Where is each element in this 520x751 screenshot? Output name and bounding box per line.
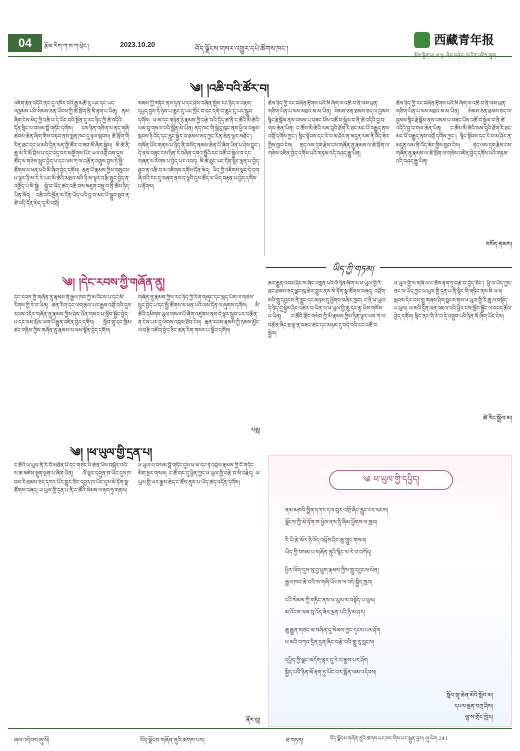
section-name: རྩོམ་རིག་ཀ་ཁ་ཀ་ཕྲེང་། <box>44 43 90 50</box>
footer-left: ཞལ་འདེབས་ཞུ་སོ། <box>14 738 50 744</box>
newspaper-editors <box>414 50 496 64</box>
header-tibetan-title: བོད་ལྗོངས་གསར་འགྱུར་དཔེ་ཚོགས་ཁང་། <box>195 45 289 53</box>
poem-line: མ་འོངས་ལམ་བུ་འོད་ཟེར་ལྡན་པའི་ཉི་མ་ཤར། <box>285 610 365 616</box>
article-4-column-1: ང་ཚོའི་ཕ་ཡུལ་ནི་རི་བོ་མཐོན་པོ་དང་གཙང་པོ་ཆེན་པོས་བསྐོར་བའི་ས་ཆ་མཛེས་སྡུག་ལྡན་པ་ཞིག་ཡིན། ལོ་ལྟར་དགུན་ཁ་ཡོང་དུས་ཁ་བས་རི་ཐམས་ཅད་དཀར་པོར་གྱུར་ཅིང་དབྱར་ཁ་ཡོང་དུས་མེ་ཏོག་སྣ་ཚོགས་བཞད། ཕ་ཡུལ་གྱི་དྲན་པ་ནི་ང་ཚོའི་སེམས་ལ་རྟག་ཏུ་གནས། <box>14 463 132 495</box>
poem-line: ནམ་མཁའི་སྤྲིན་དཀར་དལ་བུར་འགྲོ་ཞིང་རླུང་ངར་ལངས། <box>285 508 388 514</box>
article-2-column-2: ཕ་ཡུལ་གྱི་ས་གཞི་ལ་ང་ཚོས་རྟག་ཏུ་བརྩེ་བ་བྱེད་ཅིང་། ཕྱི་ལ་ཡོད་ཀྱང་ནང་ལ་ཡོད་ཀྱང་ཕ་ཡུལ་གྱི་དྲན་པ་ནི་སྙིང་གི་གཏིང་ནས་མི་ཡལ། སྐབས་དེར་ངས་གླུ་གཞས་ཤིག་བླངས་ནས་ཕ་ཡུལ་གྱི་རི་ཆུ་ལ་བསྟོད་པ་ཕུལ། ཕ་མའི་དྲིན་ལན་འཇལ་བའི་ཕྱིར་ངས་སློབ་སྦྱོང་ལ་འབད་རྩོལ་བྱེད་དགོས། སྙིང་ནང་གི་རེ་བ་དེ་འགྲུབ་པའི་ཉིན་མོ་ཞིག་ཡོང་ངེས། <box>394 281 512 321</box>
article-4-title: ༄། །ཕ་ཡུལ་གྱི་དྲན་པ། <box>70 446 153 459</box>
poem-line: ཕ་མའི་བཀའ་དྲིན་དྲན་ཞིང་བརྩེ་བའི་གླུ་རུ་བླངས། <box>285 640 375 646</box>
page-number: 04 <box>8 34 42 52</box>
article-1-author: བསོད་ནམས། <box>485 241 512 248</box>
article-3-column-1: དེང་རབས་ཀྱི་གཞོན་ནུ་རྣམས་ནི་རྒྱལ་ཁབ་ཀྱི་མ་འོངས་པ་དང་མི་རིགས་ཀྱི་རེ་བ་ཡིན། ཚན་རིག་དང་ལག་རྩལ་ཡར་རྒྱས་འགྲོ་བའི་དུས་རབས་འདིར་གཞོན་ནུ་རྣམས་ཀྱིས་ཤེས་ཡོན་གསར་པ་སློབ་སྦྱོང་བྱེད་པ་དང་ལམ་སྲོལ་ཡག་པོ་རྒྱུན་འཛིན་བྱེད་དགོས། སློབ་གྲྭ་དང་ཁྱིམ་ཚང་གཉིས་ཀྱིས་གཞོན་ནུ་རྣམས་ལ་ལམ་སྟོན་བྱེད་དགོས། <box>14 295 132 335</box>
poem-line: ཕྱིར་ལོག་དུས་སུ་བྱ་ཕྲུག་རྣམས་ཀྱིས་གླུ་དབྱངས་ལེན། <box>285 568 379 574</box>
poem-credit-location: ལྷ་ས་གྲོང་ཁྱེར། <box>465 715 493 721</box>
poem-line: སྐྱིད་པའི་ཉིན་མོ་རྟག་ཏུ་ཡོང་བར་སྨོན་ལམ་འདེབས། <box>285 670 377 676</box>
newspaper-logo-icon <box>414 32 430 48</box>
poem-line: རི་ཡི་རྩེ་མོར་ཉི་འོད་འཕྲོས་ཤིང་ཆུ་ཀླུང་གསལ། <box>285 538 367 544</box>
article-3-author: པདྨ། <box>251 427 260 434</box>
newspaper-logo-text: 西藏青年报 <box>434 33 495 47</box>
article-3-column-2: གཞོན་ནུ་རྣམས་ཀྱིས་རང་ཉིད་ཀྱི་རིག་གཞུང་དང་སྐད་ཡིག་ལ་གཅེས་སྲུང་བྱེད་པ་དང་སྤྱི་ཚོགས་ལ་ཕན་པའི་ལས་དོན་ལ་ཞུགས་དགོས། མི་ཚེའི་དམིགས་ཡུལ་གསལ་པོ་ཞིག་འཛུགས་ནས་དེ་ལྟར་སྒྲུབ་པར་བརྩོན་ན་ངེས་པར་དུ་ལེགས་འབྲས་ཐོབ་ངེས། རྒན་རབས་རྣམས་ཀྱི་ཉམས་མྱོང་ལ་བརྩི་འཇོག་བྱེད་ཅིང་ཚན་རིག་གསར་པ་སློབ་དགོས། <box>138 295 260 335</box>
page-header <box>0 0 520 58</box>
footer-rule <box>8 728 512 729</box>
banner-rule <box>266 267 512 268</box>
article-1-title: ༄། །འཆི་བའི་ཚོར་བ། <box>190 82 270 95</box>
header-rule <box>8 56 512 57</box>
poem-title: ༄ ཕ་ཡུལ་གྱི་དཔྱིད། <box>329 470 453 490</box>
poem-line: ཡིད་ཀྱི་བསམ་པ་གཞོན་ནུའི་སྙིང་ལ་རེ་བ་བཀོད། <box>285 550 372 556</box>
article-1-column-4: ཆོས་ཉིད་ཀྱི་རང་བཞིན་རྟོགས་པའི་མི་ཞིག་ལ་འཆི་བ་ནི་ལམ་ཕྲན་གཅིག་ཡིན་པ་ལས་མཐའ་མ་མ་ཡིན། སེམས་ཅན་ཐམས་ཅད་ལ་བྱམས་སྙིང་རྗེ་སྒོམ་ནས་བསམ་པ་བཟང་པོས་འཚོ་བ་སྐྱེལ་བ་ནི་ཚེ་འདིའི་བྱ་བ་གལ་ཆེན་ཡིན། ང་ཚོས་མི་ཚེའི་ལམ་བུའི་ཐོག་རི་ཐང་མང་པོ་བརྒྱུད་ནས་འགྲོ་དགོས་ཀྱང་། སྙིང་སྟོབས་དང་རེ་བ་མ་ཤོར་ན་མདུན་ལམ་ནི་འོད་ཟེར་གྱིས་ཁྱབ་ངེས། ནད་ལས་དྲག་རྗེས་ངས་གཞོན་ནུ་རྣམས་ལ་ཚེ་སྲོག་ལ་གཅེས་འཛིན་བྱེད་དགོས་པའི་གཏམ་འདི་བཤད་རྒྱུ་ཡིན། <box>396 101 512 166</box>
article-1-column-1: འཇིག་རྟེན་འདིའི་ནང་དུ་འཁོར་བའི་རྒྱ་མཚོ་རུ་ཡང་དང་ཡང་འཁྱམས་པའི་སེམས་ཅན་ཡོངས་ཀྱི་ཚེ་སྲོག་ནི་མི་རྟག་པ་ཡིན། ནམ་ཞིག་ངེས་མེད་ཀྱི་འཆི་བ་དེ་ཡོང་བའི་སྔོན་དུ་རང་ཉིད་ཀྱི་ཚེ་འདིའི་དོན་སྙིང་ལ་བསམ་བློ་གཏོང་དགོས། ངས་ཉིན་གཅིག་ལ་ནད་གཞི་ཚབས་ཆེན་ཞིག་གིས་བཏབ་ནས་སྨན་ཁང་དུ་ཉལ་སྐབས། ཚེ་སྲོག་གི་རིན་ཐང་དང་ཕ་མའི་དྲིན་ལན་གྱི་ཚོར་བ་ཟབ་མོ་ཞིག་སྐྱེས། མི་ཚེ་ནི་ཆུ་ལ་རི་མོ་བྲིས་པ་དང་འདྲ་བར་མགྱོགས་པོར་ཡལ་འགྲོ་བས་དུས་ཚོད་ལ་གཅེས་སྲུང་བྱེད་པ་དང་ལས་ཀ་ལ་བརྩོན་འགྲུས་བྱས་ཏེ་སྤྱི་ཚོགས་ལ་ཕན་པའི་མི་ཞིག་བྱེད་དགོས། རྒན་པོ་རྣམས་ཀྱིས་གསུངས་པ་ལྟར་ཉི་མ་རེ་རེ་ཡང་མི་ཚེའི་མཐའ་མའི་ཉི་མ་ལྟར་བརྩི་སྲུང་བྱེད་ན་འགྱོད་པ་མི་སྐྱེ། སྐྱེ་བ་ཡོད་ཚད་འཆི་བས་མཇུག་བསྡུ་བ་ནི་ཆོས་ཉིད་ཡིན་མོད། འཆི་བའི་སྔོན་ལ་དོན་ཡོད་པའི་བྱ་བ་མང་པོ་སྒྲུབ་ཐུབ་ན་ཚེ་འདི་དོན་མེད་དུ་མི་འགྲོ། <box>14 101 130 208</box>
poem-credit-author: དཔལ་ལྡན་བཀྲ་ཤིས། <box>454 704 493 710</box>
issue-date: 2023.10.20 <box>120 42 156 49</box>
article-2-title: ཡིད་ཀྱི་གཏམ། <box>326 260 380 285</box>
poem-line: ཆུ་རྒྱུན་གཙང་མ་བཞིན་དུ་སེམས་ཀྱང་དྭངས་པར་ཤོག <box>285 628 381 634</box>
article-2-column-1: ཆར་རྒྱུན་བབས་ཤིང་ས་ཞིང་བརླན་པའི་ལོ་ཉིན་ཞིག་ལ་ཕ་ཡུལ་གྱི་རི་ཐང་ཐམས་ཅད་ལྗང་ཁུ་ཆེར་གྱུར་ནས་མེ་ཏོག་སྣ་ཚོགས་བཞད། འབྲོག་མའི་གླུ་དབྱངས་ནི་རླུང་དང་མཉམ་དུ་ཕྱོགས་བཞིར་ཁྱབ། ང་ནི་ཕ་ཡུལ་དེ་ཉིད་དུ་སྐྱེས་ཤིང་འཚར་བ་ཡིན་ལ་ཕ་ཡུལ་གྱི་ཆུ་དང་རྩྭ་ཡིས་གསོས་པ་ཡིན། ང་ཚོའི་གྲོང་གསེབ་ཀྱི་མི་རྣམས་ཀྱིས་ཉིན་ལྟར་ལས་ཀ་ལ་བརྩོན་ཞིང་ཐ་ལྟ་ན་བཟའ་ཚང་དང་མཉམ་དུ་བདེ་བའི་ངང་འཚོ་བ་སྐྱེལ། <box>268 281 386 338</box>
article-3-title: ༄། །དེང་རབས་ཀྱི་གཞོན་ནུ། <box>62 276 165 289</box>
column-divider <box>264 96 265 256</box>
poem-line: ངའི་སེམས་ཀྱི་གཏིང་ནས་ཕ་ཡུལ་ལ་བསྟོད་པ་ཕུལ། <box>285 598 375 604</box>
poem-line: ལྗོངས་ཀྱི་མེ་ཏོག་ཁ་ཕྱེས་ནས་དྲི་ཞིམ་ཕྱོགས་ལ་ཁྱབ། <box>285 520 378 526</box>
footer-right: བོད་ལྗོངས་གཞོན་ནུའི་ཚགས་པར་ཁང་གིས་པར་སྐྲུན་བྱས། ཞུ་ཡིག 241 <box>330 736 449 742</box>
poem-credit-affiliation: སློབ་གྲྭ་ཆེན་མོའི་སློབ་མ། <box>446 693 493 699</box>
article-4-column-2: ཕ་ཡུལ་ལ་བསམ་བློ་གཏོང་དུས་ཕ་མ་དང་ཉེ་འབྲེལ་རྣམས་ཀྱི་ངོ་གདོང་མིག་སྔར་གསལ། ང་ཚོ་གང་དུ་ཕྱིན་ཀྱང་ཕ་ཡུལ་གྱི་བརྩེ་བ་མི་བརྗེད། ཕ་ཡུལ་གྱི་ཡར་རྒྱས་ཆེད་ང་ཚོས་ནུས་པ་ཡོད་ཚད་འདོན་དགོས། <box>138 463 260 486</box>
footer-center-2: ཐ་གཏན། <box>286 738 304 744</box>
poem-line: དཔྱིད་ཀྱི་ལྗང་མདོག་ལྟར་དུ་རེ་བ་རྒྱས་པར་ཤོག <box>285 658 368 664</box>
article-2-banner <box>266 260 512 274</box>
poem-line: རྒྱལ་ཁབ་ཆེ་བའི་ས་གཞི་ཡོངས་ལ་བདེ་སྐྱིད་ཁྱབ། <box>285 580 373 586</box>
article-2-author: ཚེ་རིང་སྒྲོལ་མ། <box>482 415 512 422</box>
poem-box <box>268 455 512 727</box>
article-4-author: ནོར་བུ། <box>245 717 260 724</box>
article-1-column-2: སེམས་ཀྱི་གཏིང་ནས་དྲན་པ་དང་ཤེས་བཞིན་གྱིས་རང་ཉིད་ལ་བརྟག་དཔྱད་བྱས་ཏེ་ཉེས་པ་ཆུང་ངུ་ཡང་སྤོང་བ་དང་དགེ་བ་ཆུང་ངུ་ཡང་སྒྲུབ་དགོས། ཕ་མ་དང་གཉེན་ཉེ་རྣམས་ཀྱི་བརྩེ་བའི་དྲོད་ཚ་ནི་ང་ཚོའི་མི་ཚེའི་ལམ་བུ་གསལ་བའི་སྒྲོན་མེ་ཡིན། ནད་ཁང་གི་སྒེའུ་ཁུང་ནས་ཕྱི་ལ་བལྟས་སྐབས་ཉི་འོད་དང་རླུང་སྐྱེར་བ་ཐམས་ཅད་ཀྱང་རིན་ཆེན་ལྟར་མཐོང་། གསོན་པོར་གནས་པ་ཉིད་ནི་བསོད་ནམས་ཆེན་པོ་ཞིག་ཡིན་པ་ཤེས་བྱུང་། དེ་ནས་བཟུང་ངས་ཉིན་རེ་བཞིན་དགའ་སྤྲོའི་ངང་འཚོ་བ་སྐྱེལ་བ་དང་གཞན་ལ་རོགས་པ་བྱེད་པར་འབད། མི་ཚེ་ཐུང་ཡང་དོན་སྙིང་ལྡན་པ་བྱེད་ཐུབ་ན་འཆི་བ་ལ་འཇིགས་དགོས་དོན་མེད། ཡིད་ཀྱི་འཇིགས་སྣང་དེ་དག་ཞི་བའི་ངང་དུ་བཞག་ནས་ད་ལྟའི་དུས་ཚོད་ལ་ཡིད་བརྟན་པ་བྱེད་དགོས་པ་རྟོགས། <box>138 101 260 191</box>
article-1-column-3: ཆོས་ཉིད་ཀྱི་རང་བཞིན་རྟོགས་པའི་མི་ཞིག་ལ་འཆི་བ་ནི་ལམ་ཕྲན་གཅིག་ཡིན་པ་ལས་མཐའ་མ་མ་ཡིན། སེམས་ཅན་ཐམས་ཅད་ལ་བྱམས་སྙིང་རྗེ་སྒོམ་ནས་བསམ་པ་བཟང་པོས་འཚོ་བ་སྐྱེལ་བ་ནི་ཚེ་འདིའི་བྱ་བ་གལ་ཆེན་ཡིན། ང་ཚོས་མི་ཚེའི་ལམ་བུའི་ཐོག་རི་ཐང་མང་པོ་བརྒྱུད་ནས་འགྲོ་དགོས་ཀྱང་། སྙིང་སྟོབས་དང་རེ་བ་མ་ཤོར་ན་མདུན་ལམ་ནི་འོད་ཟེར་གྱིས་ཁྱབ་ངེས། ནད་ལས་དྲག་རྗེས་ངས་གཞོན་ནུ་རྣམས་ལ་ཚེ་སྲོག་ལ་གཅེས་འཛིན་བྱེད་དགོས་པའི་གཏམ་འདི་བཤད་རྒྱུ་ཡིན། <box>268 101 390 158</box>
footer-center: བོད་ལྗོངས་གཞོན་ནུའི་ཚགས་པར། <box>140 738 205 744</box>
